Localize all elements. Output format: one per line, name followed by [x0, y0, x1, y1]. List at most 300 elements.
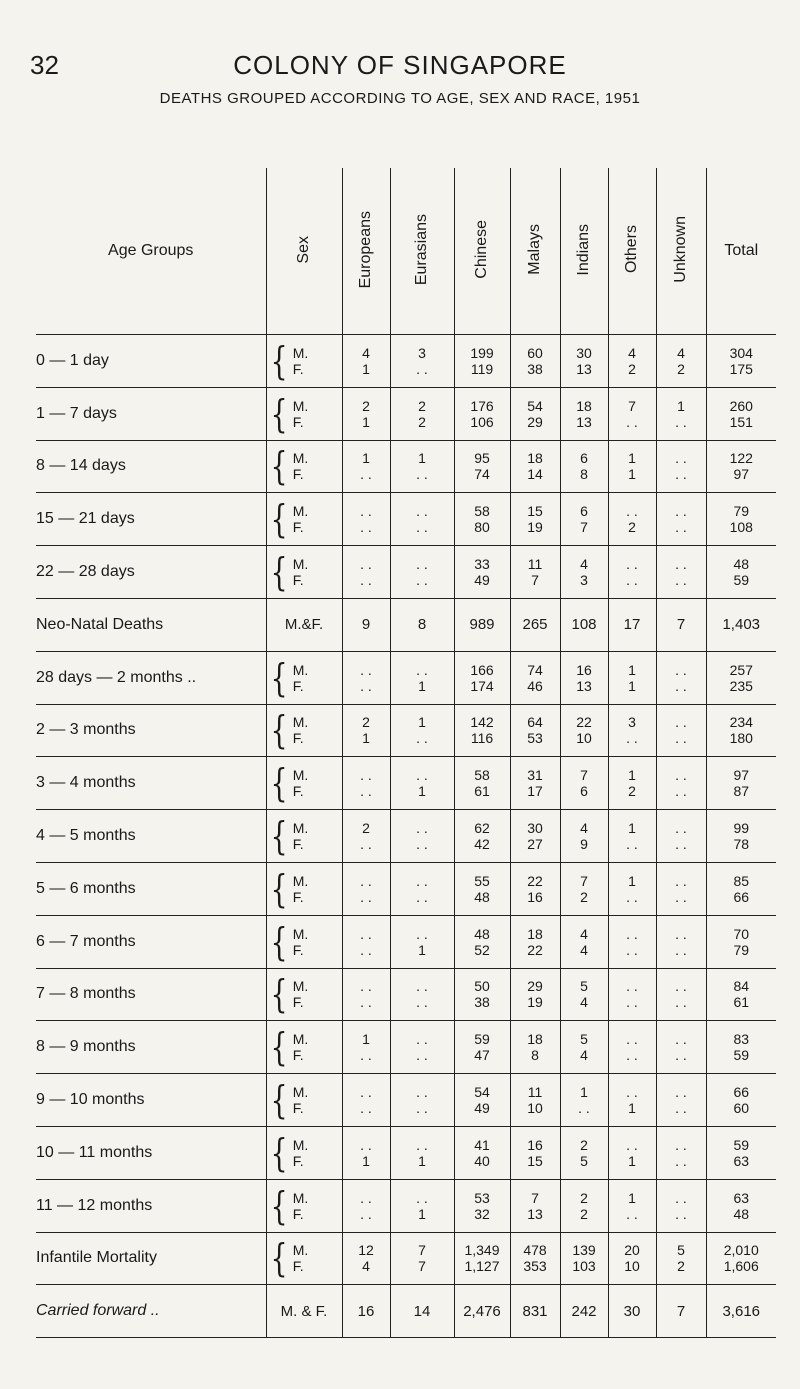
male-value: 176: [470, 397, 494, 414]
female-value: 2: [418, 413, 426, 430]
sex-cell: [266, 1021, 342, 1074]
value-cell: [510, 915, 560, 968]
male-value: 2: [362, 397, 370, 414]
female-value: 1: [418, 677, 426, 694]
value-cell: [390, 1021, 454, 1074]
male-value: 142: [470, 714, 494, 731]
table-row: [36, 1232, 776, 1285]
sex-female-label: F.: [292, 1047, 304, 1064]
sex-male-label: M.: [292, 661, 309, 678]
value-cell: 7: [656, 1285, 706, 1338]
male-value: 31: [527, 767, 543, 784]
male-value: 58: [474, 503, 490, 520]
value-cell: 30: [608, 1285, 656, 1338]
value-cell: [656, 493, 706, 546]
male-value: 62: [474, 820, 490, 837]
value-cell: [454, 810, 510, 863]
value-cell: [608, 1179, 656, 1232]
age-group-cell: 22 — 28 days: [36, 546, 266, 599]
value-cell: [706, 1021, 776, 1074]
male-value: . .: [675, 820, 687, 837]
table-row: [36, 1285, 776, 1338]
male-value: 79: [733, 503, 750, 520]
table-row: [36, 810, 776, 863]
female-value: . .: [416, 519, 428, 536]
male-value: 1: [628, 872, 636, 889]
sex-female-label: F.: [292, 941, 304, 958]
deaths-table: [36, 168, 776, 1338]
value-cell: [342, 546, 390, 599]
female-value: 2: [677, 1258, 685, 1275]
male-value: . .: [675, 978, 687, 995]
column-header-eurasians: Eurasians: [390, 168, 454, 335]
female-value: 13: [576, 413, 592, 430]
female-value: 87: [733, 783, 750, 800]
male-value: 5: [677, 1242, 685, 1259]
sex-male-label: M.: [292, 503, 309, 520]
male-value: . .: [360, 925, 372, 942]
table-row: [36, 651, 776, 704]
male-value: . .: [675, 556, 687, 573]
female-value: 74: [474, 466, 490, 483]
male-value: . .: [675, 714, 687, 731]
female-value: . .: [626, 941, 638, 958]
female-value: . .: [626, 730, 638, 747]
male-value: 33: [474, 556, 490, 573]
female-value: . .: [675, 783, 687, 800]
male-value: 97: [733, 767, 750, 784]
male-value: 30: [576, 344, 592, 361]
value-cell: [342, 968, 390, 1021]
female-value: 61: [733, 994, 750, 1011]
male-value: . .: [675, 925, 687, 942]
male-value: 2: [580, 1136, 588, 1153]
female-value: 48: [733, 1205, 750, 1222]
value-cell: 1,403: [706, 598, 776, 651]
value-cell: [706, 704, 776, 757]
female-value: 1: [628, 1152, 636, 1169]
male-value: 1: [628, 820, 636, 837]
male-value: 84: [733, 978, 750, 995]
age-group-cell: 15 — 21 days: [36, 493, 266, 546]
value-cell: [706, 651, 776, 704]
male-value: 304: [729, 344, 753, 361]
value-cell: [608, 651, 656, 704]
brace-icon: {: [270, 338, 288, 383]
header-row: [36, 168, 776, 335]
value-cell: [560, 335, 608, 388]
value-cell: [656, 546, 706, 599]
value-cell: [454, 1179, 510, 1232]
value-cell: [656, 1232, 706, 1285]
age-group-cell: 0 — 1 day: [36, 335, 266, 388]
sex-cell: [266, 1232, 342, 1285]
male-value: 41: [474, 1136, 490, 1153]
value-cell: [454, 704, 510, 757]
value-cell: [608, 335, 656, 388]
female-value: 1: [362, 360, 370, 377]
value-cell: [510, 1021, 560, 1074]
male-value: 1: [418, 714, 426, 731]
value-cell: [608, 757, 656, 810]
female-value: . .: [360, 994, 372, 1011]
female-value: 1: [362, 1152, 370, 1169]
sex-male-label: M.: [292, 925, 309, 942]
female-value: 66: [733, 888, 750, 905]
female-value: 19: [527, 994, 543, 1011]
female-value: 60: [733, 1100, 750, 1117]
male-value: 7: [628, 397, 636, 414]
female-value: . .: [416, 994, 428, 1011]
value-cell: [560, 387, 608, 440]
value-cell: [390, 704, 454, 757]
female-value: 10: [527, 1100, 543, 1117]
sex-female-label: F.: [292, 1205, 304, 1222]
female-value: 4: [580, 1047, 588, 1064]
female-value: 2: [628, 360, 636, 377]
value-cell: [656, 915, 706, 968]
female-value: 1: [628, 677, 636, 694]
value-cell: [454, 440, 510, 493]
male-value: 6: [580, 503, 588, 520]
female-value: . .: [578, 1100, 590, 1117]
sex-cell: [266, 546, 342, 599]
age-group-cell: 8 — 14 days: [36, 440, 266, 493]
male-value: 5: [580, 1031, 588, 1048]
male-value: . .: [360, 661, 372, 678]
female-value: 27: [527, 836, 543, 853]
female-value: 1: [418, 941, 426, 958]
value-cell: [510, 651, 560, 704]
male-value: 478: [523, 1242, 547, 1259]
value-cell: [390, 757, 454, 810]
male-value: . .: [675, 872, 687, 889]
sex-cell: [266, 704, 342, 757]
male-value: 15: [527, 503, 543, 520]
value-cell: [342, 757, 390, 810]
sex-female-label: F.: [292, 994, 304, 1011]
sex-female-label: F.: [292, 519, 304, 536]
male-value: 48: [733, 556, 750, 573]
male-value: . .: [416, 1189, 428, 1206]
female-value: 2: [580, 1205, 588, 1222]
value-cell: [510, 1179, 560, 1232]
value-cell: 9: [342, 598, 390, 651]
value-cell: [706, 335, 776, 388]
age-group-cell: 4 — 5 months: [36, 810, 266, 863]
value-cell: 108: [560, 598, 608, 651]
female-value: 13: [576, 360, 592, 377]
value-cell: 989: [454, 598, 510, 651]
value-cell: [454, 915, 510, 968]
value-cell: [342, 862, 390, 915]
page-number: 32: [30, 50, 59, 80]
value-cell: [706, 1232, 776, 1285]
value-cell: [560, 1232, 608, 1285]
male-value: 5: [580, 978, 588, 995]
male-value: 1: [677, 397, 685, 414]
table-row: [36, 915, 776, 968]
value-cell: [560, 1021, 608, 1074]
male-value: 11: [527, 1084, 543, 1101]
brace-icon: {: [270, 655, 288, 700]
column-header-chinese: Chinese: [454, 168, 510, 335]
value-cell: [342, 810, 390, 863]
sex-cell: [266, 493, 342, 546]
female-value: 108: [729, 519, 753, 536]
sex-cell: [266, 810, 342, 863]
value-cell: [656, 704, 706, 757]
male-value: 199: [470, 344, 494, 361]
male-value: 54: [474, 1084, 490, 1101]
value-cell: [390, 1232, 454, 1285]
value-cell: [342, 1232, 390, 1285]
value-cell: [390, 493, 454, 546]
value-cell: [560, 651, 608, 704]
male-value: 53: [474, 1189, 490, 1206]
female-value: 49: [474, 1100, 490, 1117]
male-value: 260: [729, 397, 753, 414]
female-value: 80: [474, 519, 490, 536]
value-cell: 242: [560, 1285, 608, 1338]
brace-icon: {: [270, 708, 288, 753]
value-cell: [454, 1074, 510, 1127]
female-value: 175: [729, 360, 753, 377]
female-value: 103: [572, 1258, 596, 1275]
value-cell: [706, 968, 776, 1021]
brace-icon: {: [270, 1025, 288, 1070]
value-cell: [560, 546, 608, 599]
female-value: 53: [527, 730, 543, 747]
male-value: 85: [733, 872, 750, 889]
male-value: 4: [580, 925, 588, 942]
brace-icon: {: [270, 444, 288, 489]
age-group-cell: Neo-Natal Deaths: [36, 598, 266, 651]
value-cell: [608, 915, 656, 968]
male-value: 54: [527, 397, 543, 414]
value-cell: [706, 440, 776, 493]
value-cell: [390, 1126, 454, 1179]
female-value: 13: [527, 1205, 543, 1222]
brace-icon: {: [270, 1236, 288, 1281]
male-value: 1: [628, 1189, 636, 1206]
table-title: [0, 90, 800, 107]
value-cell: [510, 1126, 560, 1179]
value-cell: [706, 493, 776, 546]
female-value: . .: [675, 1152, 687, 1169]
value-cell: [608, 810, 656, 863]
value-cell: [342, 1021, 390, 1074]
value-cell: [608, 968, 656, 1021]
value-cell: [706, 1179, 776, 1232]
value-cell: [656, 862, 706, 915]
value-cell: [706, 757, 776, 810]
value-cell: [454, 335, 510, 388]
value-cell: [342, 704, 390, 757]
sex-cell: M. & F.: [266, 1285, 342, 1338]
male-value: 6: [580, 450, 588, 467]
value-cell: [390, 1179, 454, 1232]
value-cell: [560, 862, 608, 915]
value-cell: [454, 493, 510, 546]
value-cell: [454, 757, 510, 810]
male-value: . .: [675, 767, 687, 784]
male-value: 4: [628, 344, 636, 361]
female-value: 116: [470, 730, 494, 747]
age-group-cell: 10 — 11 months: [36, 1126, 266, 1179]
sex-cell: [266, 1179, 342, 1232]
table-row: [36, 1179, 776, 1232]
value-cell: [390, 810, 454, 863]
sex-female-label: F.: [292, 677, 304, 694]
table-row: [36, 546, 776, 599]
male-value: 11: [527, 556, 543, 573]
female-value: . .: [626, 413, 638, 430]
male-value: . .: [626, 503, 638, 520]
male-value: . .: [360, 556, 372, 573]
value-cell: [706, 1074, 776, 1127]
column-header-unknown: Unknown: [656, 168, 706, 335]
value-cell: [706, 546, 776, 599]
value-cell: [454, 1232, 510, 1285]
female-value: . .: [626, 994, 638, 1011]
value-cell: 17: [608, 598, 656, 651]
male-value: 18: [576, 397, 592, 414]
female-value: . .: [675, 941, 687, 958]
female-value: . .: [360, 783, 372, 800]
value-cell: [608, 387, 656, 440]
sex-cell: [266, 387, 342, 440]
female-value: 180: [729, 730, 753, 747]
female-value: 48: [474, 888, 490, 905]
value-cell: 14: [390, 1285, 454, 1338]
male-value: 63: [733, 1189, 750, 1206]
female-value: 7: [418, 1258, 426, 1275]
value-cell: [560, 493, 608, 546]
brace-icon: {: [270, 866, 288, 911]
value-cell: [656, 387, 706, 440]
male-value: . .: [416, 1084, 428, 1101]
male-value: 1: [628, 767, 636, 784]
female-value: . .: [626, 572, 638, 589]
female-value: . .: [626, 1205, 638, 1222]
sex-male-label: M.: [292, 450, 309, 467]
sex-male-label: M.: [292, 397, 309, 414]
female-value: 1,127: [464, 1258, 500, 1275]
male-value: . .: [360, 978, 372, 995]
sex-female-label: F.: [292, 1100, 304, 1117]
value-cell: 16: [342, 1285, 390, 1338]
sex-female-label: F.: [292, 1258, 304, 1275]
male-value: 1,349: [464, 1242, 500, 1259]
female-value: 29: [527, 413, 543, 430]
value-cell: [608, 1232, 656, 1285]
value-cell: [454, 546, 510, 599]
value-cell: [706, 810, 776, 863]
female-value: 2: [628, 519, 636, 536]
female-value: 4: [362, 1258, 370, 1275]
female-value: 174: [470, 677, 494, 694]
age-group-cell: Infantile Mortality: [36, 1232, 266, 1285]
value-cell: [342, 915, 390, 968]
value-cell: [510, 440, 560, 493]
value-cell: [608, 493, 656, 546]
male-value: 3: [628, 714, 636, 731]
value-cell: [454, 387, 510, 440]
table-row: [36, 335, 776, 388]
value-cell: [608, 862, 656, 915]
female-value: 22: [527, 941, 543, 958]
male-value: . .: [416, 503, 428, 520]
sex-cell: [266, 862, 342, 915]
female-value: 1,606: [723, 1258, 759, 1275]
female-value: . .: [626, 888, 638, 905]
value-cell: [560, 704, 608, 757]
male-value: 70: [733, 925, 750, 942]
male-value: 12: [358, 1242, 374, 1259]
female-value: . .: [675, 1047, 687, 1064]
female-value: . .: [416, 730, 428, 747]
female-value: . .: [675, 466, 687, 483]
table-row: [36, 387, 776, 440]
column-header-sex: Sex: [266, 168, 342, 335]
female-value: 151: [729, 413, 753, 430]
sex-female-label: F.: [292, 783, 304, 800]
female-value: 4: [580, 994, 588, 1011]
female-value: . .: [360, 677, 372, 694]
column-header-europeans: Europeans: [342, 168, 390, 335]
value-cell: 7: [656, 598, 706, 651]
female-value: 1: [628, 466, 636, 483]
value-cell: [454, 862, 510, 915]
female-value: 59: [733, 1047, 750, 1064]
female-value: 61: [474, 783, 490, 800]
male-value: . .: [626, 1084, 638, 1101]
value-cell: [560, 915, 608, 968]
male-value: 59: [474, 1031, 490, 1048]
sex-male-label: M.: [292, 556, 309, 573]
male-value: 83: [733, 1031, 750, 1048]
value-cell: [608, 1074, 656, 1127]
female-value: 19: [527, 519, 543, 536]
female-value: . .: [675, 519, 687, 536]
age-group-cell: 9 — 10 months: [36, 1074, 266, 1127]
female-value: . .: [626, 836, 638, 853]
male-value: 58: [474, 767, 490, 784]
value-cell: [510, 387, 560, 440]
female-value: 14: [527, 466, 543, 483]
female-value: 42: [474, 836, 490, 853]
sex-cell: M.&F.: [266, 598, 342, 651]
column-header-age: Age Groups: [36, 168, 266, 335]
male-value: . .: [416, 661, 428, 678]
male-value: 64: [527, 714, 543, 731]
female-value: . .: [675, 730, 687, 747]
value-cell: [510, 757, 560, 810]
male-value: . .: [626, 978, 638, 995]
male-value: 18: [527, 925, 543, 942]
male-value: 29: [527, 978, 543, 995]
table-row: [36, 757, 776, 810]
female-value: 49: [474, 572, 490, 589]
value-cell: [342, 493, 390, 546]
male-value: . .: [416, 925, 428, 942]
male-value: . .: [675, 503, 687, 520]
age-group-cell: 5 — 6 months: [36, 862, 266, 915]
value-cell: [342, 1074, 390, 1127]
male-value: 7: [418, 1242, 426, 1259]
female-value: . .: [675, 413, 687, 430]
